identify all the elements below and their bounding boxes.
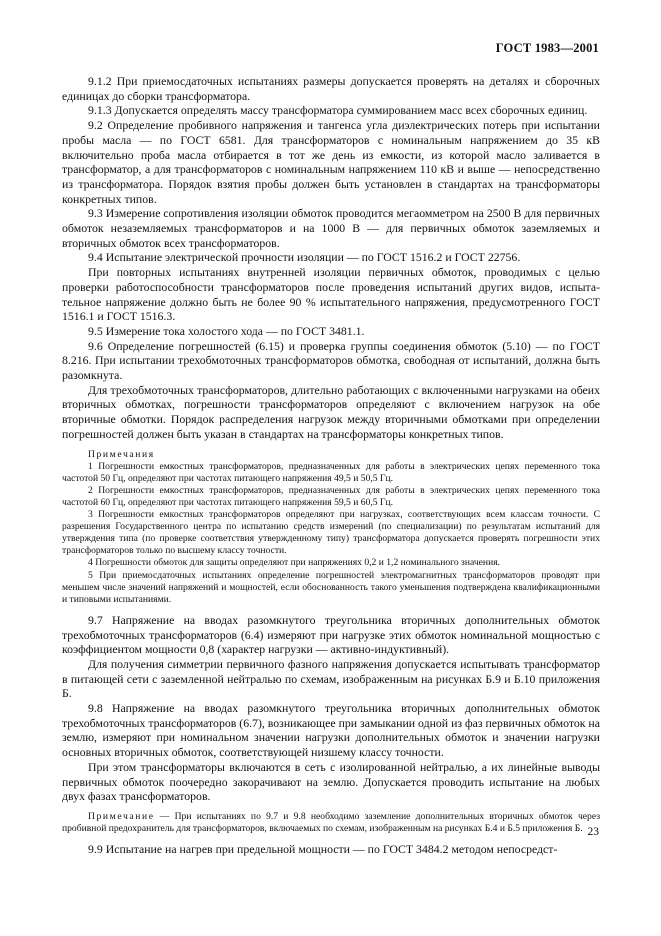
paragraph-9-7-symmetry: Для получения симметрии первичного фазного напряжения допускается испытывать трансформатор в питающей сети с заземленной нейтралью по схемам, изображенным на рисунках Б.9 и Б.10 приложения Б. xyxy=(62,656,600,701)
notes-title: Примечания xyxy=(88,448,155,460)
paragraph-9-1-3: 9.1.3 Допускается определять массу трансформатора суммированием масс всех сборочных единиц. xyxy=(88,103,588,118)
page-body xyxy=(62,74,600,857)
paragraph-9-9: 9.9 Испытание на нагрев при предельной мощности — по ГОСТ 3484.2 методом непосредст- xyxy=(88,842,558,857)
note-item: 5 При приемосдаточных испытаниях определение погрешностей электромагнитных трансформаторов проводят при меньшем числе значений напряжений и мощностей, если обоснованность такого уменьшения подтверждена квалификационными и типовыми испытаниями. xyxy=(62,569,600,605)
note-9-7-9-8 xyxy=(62,811,600,835)
note-item: 1 Погрешности емкостных трансформаторов, предназначенных для работы в электрических цепях переменного тока частотой 50 Гц, определяют при частотах питающего напряжения 49,5 и 50,5 Гц. xyxy=(62,460,600,484)
paragraph-9-5: 9.5 Измерение тока холостого хода — по ГОСТ 3481.1. xyxy=(88,323,365,338)
note-item: 4 Погрешности обмоток для защиты определяют при напряжениях 0,2 и 1,2 номинального значения. xyxy=(88,557,501,569)
notes-block xyxy=(62,449,600,606)
paragraph-9-7: 9.7 Напряжение на вводах разомкнутого треугольника вторичных дополнительных обмоток трехобмоточных трансформаторов (6.4) измеряют при нагрузке этих обмоток номинальной мощностью с коэффициентом мощности 0,8 (характер нагрузки — активно-индуктивный). xyxy=(62,612,600,657)
paragraph-9-6-three-winding: Для трехобмоточных трансформаторов, длительно работающих с включенными нагрузками на обеих вторичных обмотках, погрешности трансформаторов определяют с включением нагрузок на обе вторичные обмотки. Порядок распределения нагрузок между вторичными обмотками при определении погрешностей должен быть указан в стандартах на трансформаторы конкретных типов. xyxy=(62,382,600,441)
page-number: 23 xyxy=(587,826,599,838)
note-item: 3 Погрешности емкостных трансформаторов определяют при нагрузках, соответствующих всем классам точности. С разрешения Государственного центра по испытанию средств измерений (по специализации) по результатам испытаний для утверждения типа (по проверке соответствия утвержденному типу) трансформатора допускается проверять погрешности этих трансформаторов только по высшему классу точности. xyxy=(62,509,600,557)
paragraph-9-2: 9.2 Определение пробивного напряжения и тангенса угла диэлектрических потерь при испытании пробы масла — по ГОСТ 6581. Для трансформаторов с номинальным напряжением до 35 кВ включительно проба масла отбирается в тот же день из емкости, из которой масло заливается в трансформатор, а для трансформаторов с номинальным напряжением 110 кВ и выше — непосредственно из трансформатора. Порядок взятия пробы должен быть установлен в стандартах на трансформаторы конкретных типов. xyxy=(62,118,600,206)
paragraph-9-4-repeat-tests: При повторных испытаниях внутренней изоляции первичных обмоток, проводимых с целью проверки работоспособности трансформаторов после проведения испытаний других видов, испытательное напряжение должно быть не более 90 % испытательного напряжения, предусмотренного ГОСТ 1516.1 и ГОСТ 1516.3. xyxy=(62,265,600,324)
note-label: Примечание xyxy=(88,810,155,822)
paragraph-9-6: 9.6 Определение погрешностей (6.15) и проверка группы соединения обмоток (5.10) — по ГОСТ 8.216. При испытании трехобмоточных трансформаторов обмотка, свободная от испытаний, должна быть разомкнута. xyxy=(62,338,600,383)
document-header: ГОСТ 1983—2001 xyxy=(495,41,599,55)
paragraph-9-8: 9.8 Напряжение на вводах разомкнутого треугольника вторичных дополнительных обмоток трехобмоточных трансформаторов (6.7), возникающее при замыкании одной из фаз первичных обмоток на землю, измеряют при номинальном значении нагрузки дополнительных обмоток и значении нагрузки основных вторичных обмоток, соответствующей низшему классу точности. xyxy=(62,701,600,760)
note-item: 2 Погрешности емкостных трансформаторов, предназначенных для работы в электрических цепях переменного тока частотой 60 Гц, определяют при частотах питающего напряжения 59,5 и 60,5 Гц. xyxy=(62,484,600,508)
paragraph-9-1-2: 9.1.2 При приемосдаточных испытаниях размеры допускается проверять на деталях и сборочных единицах до сборки трансформатора. xyxy=(62,74,600,103)
paragraph-9-4: 9.4 Испытание электрической прочности изоляции — по ГОСТ 1516.2 и ГОСТ 22756. xyxy=(88,250,521,265)
note-text: — При испытаниях по 9.7 и 9.8 необходимо заземление дополнительных вторичных обмоток через пробивной предохранитель для трансформаторов, включаемых по схемам, изображенным на рисунках Б.4 и Б.5 приложения Б. xyxy=(62,810,600,835)
paragraph-9-3: 9.3 Измерение сопротивления изоляции обмоток проводится мегаомметром на 2500 В для первичных обмоток незаземляемых трансформаторов и на 1000 В — для первичных обмоток заземляемых и вторичных обмоток всех трансформаторов. xyxy=(62,206,600,250)
paragraph-9-8-isolated-neutral: При этом трансформаторы включаются в сеть с изолированной нейтралью, а их линейные выводы первичных обмоток поочередно закорачивают на землю. Допускается проводить испытание на любых двух фазах трансформаторов. xyxy=(62,759,600,804)
